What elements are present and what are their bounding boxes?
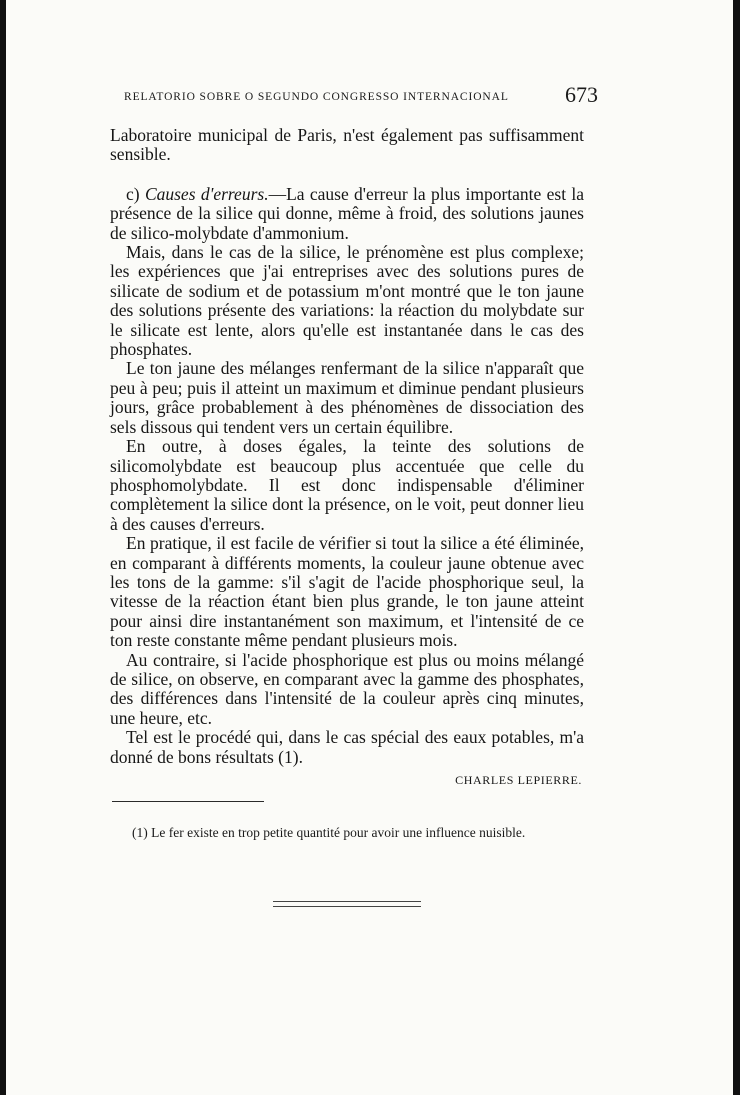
paragraph-5: En outre, à doses égales, la teinte des solutions de silicomolybdate est beaucoup plus accentuée que celle du phosphomolybdate. Il est donc indispensable d'éliminer complètement la silice dont la présence, on le voit, peut donner lieu à des causes d'erreurs. (110, 436, 584, 534)
section-heading: Causes d'erreurs. (144, 183, 269, 204)
end-ornament-rule (273, 901, 421, 907)
book-page (6, 0, 733, 1095)
paragraph-1: Laboratoire municipal de Paris, n'est également pas suffisamment sensible. (110, 125, 584, 165)
running-title: RELATORIO SOBRE O SEGUNDO CONGRESSO INTERNACIONAL (124, 91, 509, 103)
paragraph-3: Mais, dans le cas de la silice, le prénomène est plus complexe; les expériences que j'ai entreprises avec des solutions pures de silicate de sodium et de potassium m'ont montré que le ton jaune des solutions présente des variations: la réaction du molybdate sur le silicate est lente, alors qu'elle est instantanée dans le cas des phosphates. (110, 242, 584, 360)
paragraph-8: Tel est le procédé qui, dans le cas spécial des eaux potables, m'a donné de bons résultats (1). (110, 727, 584, 767)
paragraph-2-text: —La cause d'erreur la plus importante est la présence de la silice qui donne, même à froid, des solutions jaunes de silico-molybdate d'ammonium. (110, 183, 585, 243)
main-text (110, 126, 584, 790)
paragraph-7: Au contraire, si l'acide phosphorique est plus ou moins mélangé de silice, on observe, en comparant avec la gamme des phosphates, des différences dans l'intensité de la couleur après cinq minutes, une heure, etc. (110, 649, 584, 728)
footnote-divider (112, 801, 264, 802)
footnote-text: (1) Le fer existe en trop petite quantité pour avoir une influence nuisible. (132, 825, 526, 840)
footnote (110, 825, 586, 841)
paragraph-2 (110, 185, 584, 243)
author-signature: CHARLES LEPIERRE. (455, 773, 582, 787)
section-label: c) (126, 183, 140, 204)
paragraph-4: Le ton jaune des mélanges renfermant de la silice n'apparaît que peu à peu; puis il atteint un maximum et diminue pendant plusieurs jours, grâce probablement à des phénomènes de dissociation des sels dissous qui tendent vers un certain équilibre. (110, 358, 584, 437)
page-number: 673 (565, 82, 598, 107)
paragraph-6: En pratique, il est facile de vérifier si tout la silice a été éliminée, en comparant à différents moments, la couleur jaune obtenue avec les tons de la gamme: s'il s'agit de l'acide phosphorique seul, la vitesse de la réaction étant bien plus grande, le ton jaune atteint pour ainsi dire instantanément son maximum, et l'intensité de ce ton reste constante même pendant plusieurs mois. (110, 533, 584, 651)
